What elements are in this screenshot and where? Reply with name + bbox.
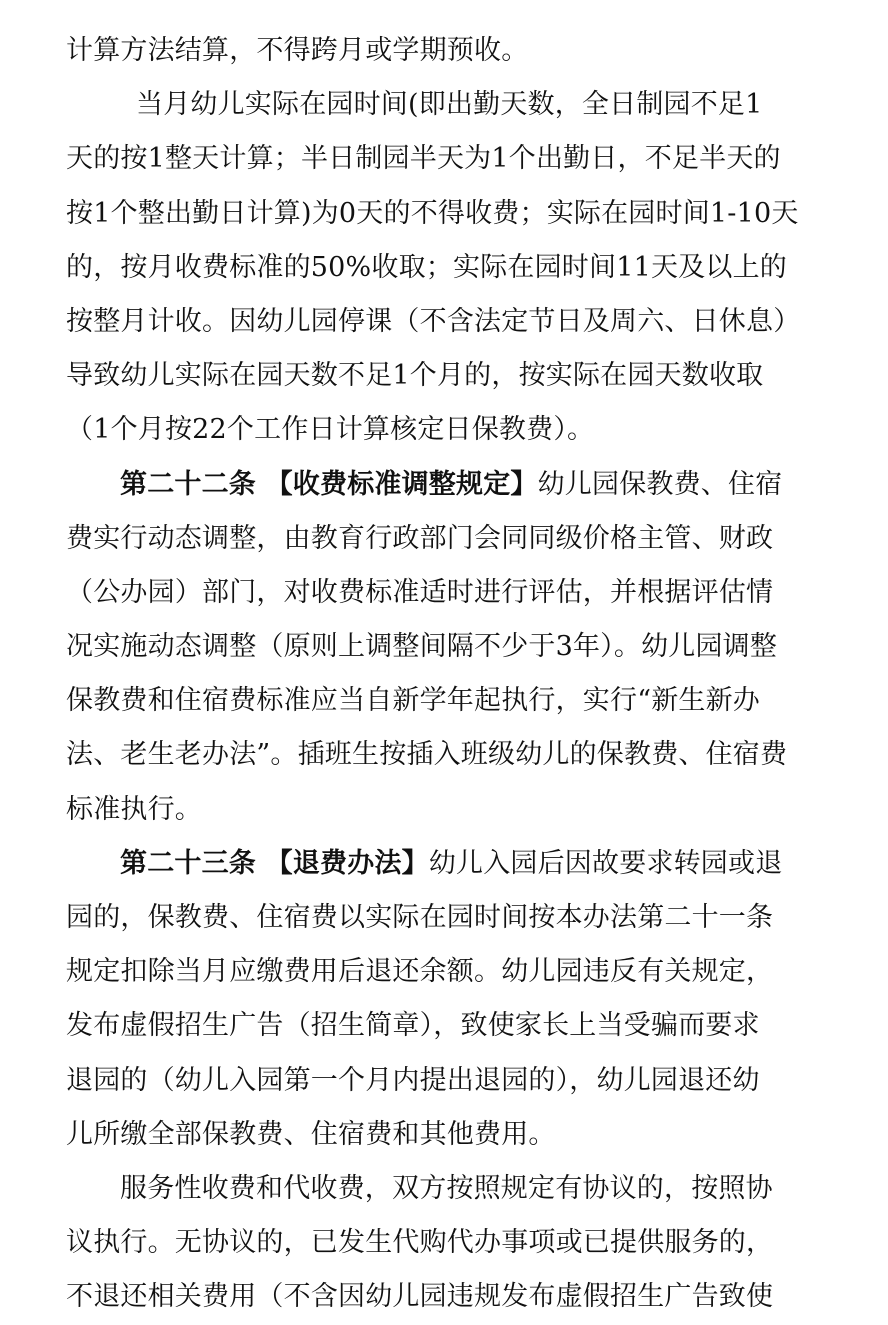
article-line [66, 837, 830, 891]
article-text: 幼儿入园后因故要求转园或退 [428, 847, 783, 879]
text-line: 按1个整出勤日计算)为0天的不得收费；实际在园时间1-10天 [66, 197, 799, 229]
text-line: （1个月按22个工作日计算核定日保教费）。 [66, 414, 595, 446]
article-text: 幼儿园保教费、住宿 [537, 468, 783, 500]
text-line: 保教费和住宿费标准应当自新学年起执行，实行“新生新办 [66, 685, 761, 717]
text-line: 当月幼儿实际在园时间(即出勤天数，全日制园不足1 [136, 89, 763, 121]
text-line: 按整月计收。因幼儿园停课（不含法定节日及周六、日休息） [66, 305, 801, 337]
text-line: 导致幼儿实际在园天数不足1个月的，按实际在园天数收取 [66, 360, 764, 392]
text-line: 儿所缴全部保教费、住宿费和其他费用。 [66, 1118, 556, 1150]
text-line: 的，按月收费标准的50%收取；实际在园时间11天及以上的 [66, 251, 787, 283]
text-line: 法、老生老办法”。插班生按插入班级幼儿的保教费、住宿费 [66, 739, 788, 771]
text-line: 退园的（幼儿入园第一个月内提出退园的），幼儿园退还幼 [66, 1064, 760, 1096]
text-line: 发布虚假招生广告（招生简章），致使家长上当受骗而要求 [66, 1010, 760, 1042]
text-line: 服务性收费和代收费，双方按照规定有协议的，按照协 [120, 1172, 773, 1204]
text-line: 标准执行。 [66, 793, 202, 825]
text-line: 园的，保教费、住宿费以实际在园时间按本办法第二十一条 [66, 902, 774, 933]
article-heading: 第二十三条 【退费办法】 [120, 847, 429, 879]
text-line: 天的按1整天计算；半日制园半天为1个出勤日，不足半天的 [66, 143, 781, 175]
text-line: 不退还相关费用（不含因幼儿园违规发布虚假招生广告致使 [66, 1281, 774, 1313]
text-line: 议执行。无协议的，已发生代购代办事项或已提供服务的， [66, 1227, 774, 1259]
text-line: 计算方法结算，不得跨月或学期预收。 [66, 35, 529, 66]
text-line: 况实施动态调整（原则上调整间隔不少于3年）。幼儿园调整 [66, 631, 778, 663]
text-line: （公办园）部门，对收费标准适时进行评估，并根据评估情 [66, 576, 774, 608]
text-line: 费实行动态调整，由教育行政部门会同同级价格主管、财政 [66, 522, 774, 554]
article-heading: 第二十二条 【收费标准调整规定】 [120, 468, 538, 500]
text-line: 规定扣除当月应缴费用后退还余额。幼儿园违反有关规定， [66, 956, 774, 988]
article-line [66, 458, 830, 512]
